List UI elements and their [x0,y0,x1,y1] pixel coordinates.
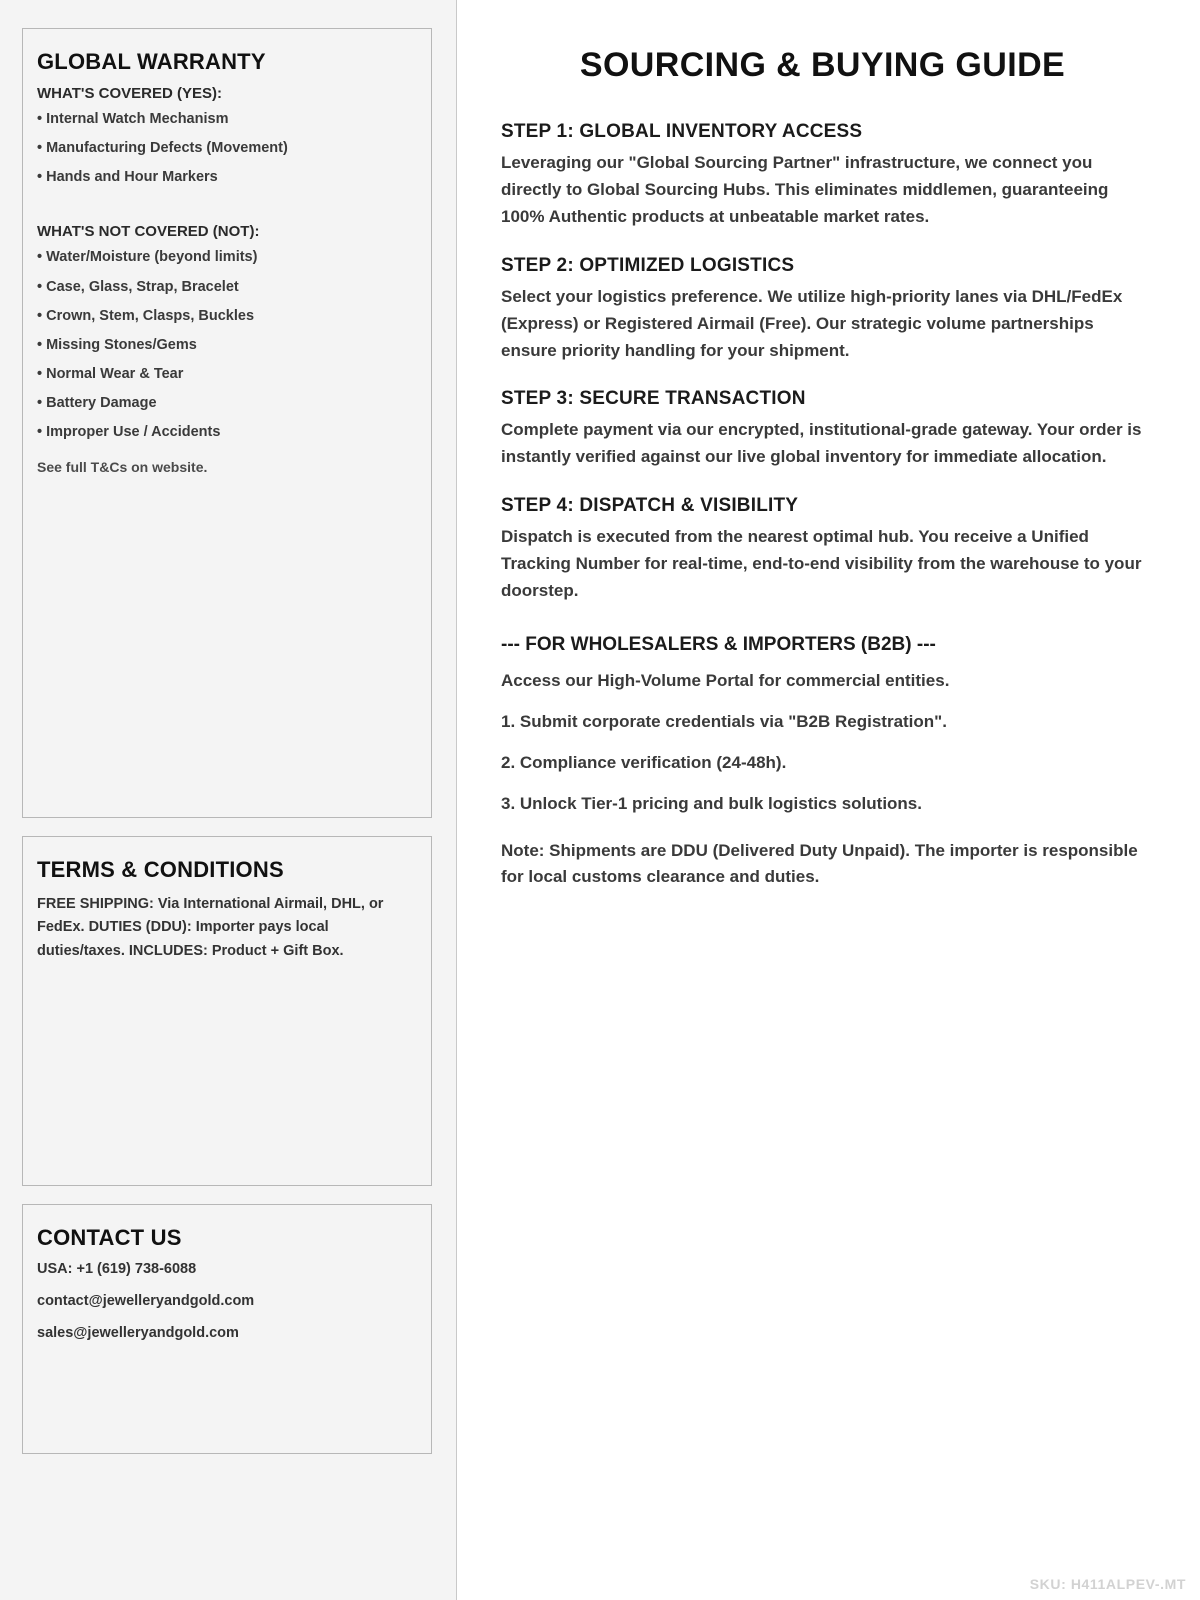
list-item: • Crown, Stem, Clasps, Buckles [37,307,255,324]
list-item: • Battery Damage [37,395,157,411]
divider-space [37,197,413,219]
b2b-line: 3. Unlock Tier-1 pricing and bulk logistics solutions. [501,793,922,813]
step-body: Select your logistics preference. We utilize high-priority lanes via DHL/FedEx (Express) or Registered Airmail (Free). Our strategic volume partnerships ensure priority handling for your shipment. [501,286,1123,360]
step-title: STEP 1: GLOBAL INVENTORY ACCESS [501,121,863,142]
b2b-line: 1. Submit corporate credentials via "B2B Registration". [501,711,947,731]
contact-phone: USA: +1 (619) 738-6088 [37,1261,197,1277]
list-item: • Normal Wear & Tear [37,365,184,382]
b2b-section-title: --- FOR WHOLESALERS & IMPORTERS (B2B) --- [501,634,936,656]
warranty-panel [22,28,432,818]
warranty-title: GLOBAL WARRANTY [37,49,266,74]
step-title: STEP 3: SECURE TRANSACTION [501,388,806,410]
list-item: • Improper Use / Accidents [37,424,221,441]
guide-column [457,0,1200,1600]
list-item: • Water/Moisture (beyond limits) [37,249,258,266]
terms-panel [22,836,432,1186]
contact-email-primary: contact@jewelleryandgold.com [37,1293,255,1309]
b2b-line: Access our High-Volume Portal for commercial entities. [501,671,950,691]
guide-step-4 [501,495,1144,605]
sidebar-column [0,0,457,1600]
guide-step-1 [501,121,1144,231]
step-title: STEP 4: DISPATCH & VISIBILITY [501,494,799,516]
step-body: Complete payment via our encrypted, institutional-grade gateway. Your order is instantly verified against our live global inventory for immediate allocation. [501,420,1142,467]
terms-title: TERMS & CONDITIONS [37,857,284,882]
sku-label: SKU: H411ALPEV-.MT [1029,1576,1186,1592]
guide-step-2 [501,255,1144,365]
b2b-line: 2. Compliance verification (24-48h). [501,752,787,772]
list-item: • Manufacturing Defects (Movement) [37,140,288,157]
contact-title: CONTACT US [37,1225,182,1250]
list-item: • Hands and Hour Markers [37,169,218,186]
warranty-not-covered-heading: WHAT'S NOT COVERED (NOT): [37,223,260,241]
list-item: • Case, Glass, Strap, Bracelet [37,278,239,295]
list-item: • Internal Watch Mechanism [37,111,229,127]
b2b-note: Note: Shipments are DDU (Delivered Duty Unpaid). The importer is responsible for local customs clearance and duties. [501,840,1138,887]
step-body: Dispatch is executed from the nearest optimal hub. You receive a Unified Tracking Number for real-time, end-to-end visibility from the warehouse to your doorstep. [501,526,1142,600]
list-item: • Missing Stones/Gems [37,336,197,353]
step-body: Leveraging our "Global Sourcing Partner" infrastructure, we connect you directly to Global Sourcing Hubs. This eliminates middlemen, guaranteeing 100% Authentic products at unbeatable market rates. [501,153,1109,227]
step-title: STEP 2: OPTIMIZED LOGISTICS [501,254,795,276]
terms-body: FREE SHIPPING: Via International Airmail, DHL, or FedEx. DUTIES (DDU): Importer pays local duties/taxes. INCLUDES: Product + Gift Box. [37,896,384,959]
page-title: SOURCING & BUYING GUIDE [579,46,1066,84]
warranty-footer-note: See full T&Cs on website. [37,459,208,476]
guide-step-3 [501,388,1144,470]
warranty-covered-heading: WHAT'S COVERED (YES): [37,85,222,102]
contact-panel [22,1204,432,1454]
contact-email-sales: sales@jewelleryandgold.com [37,1325,239,1341]
